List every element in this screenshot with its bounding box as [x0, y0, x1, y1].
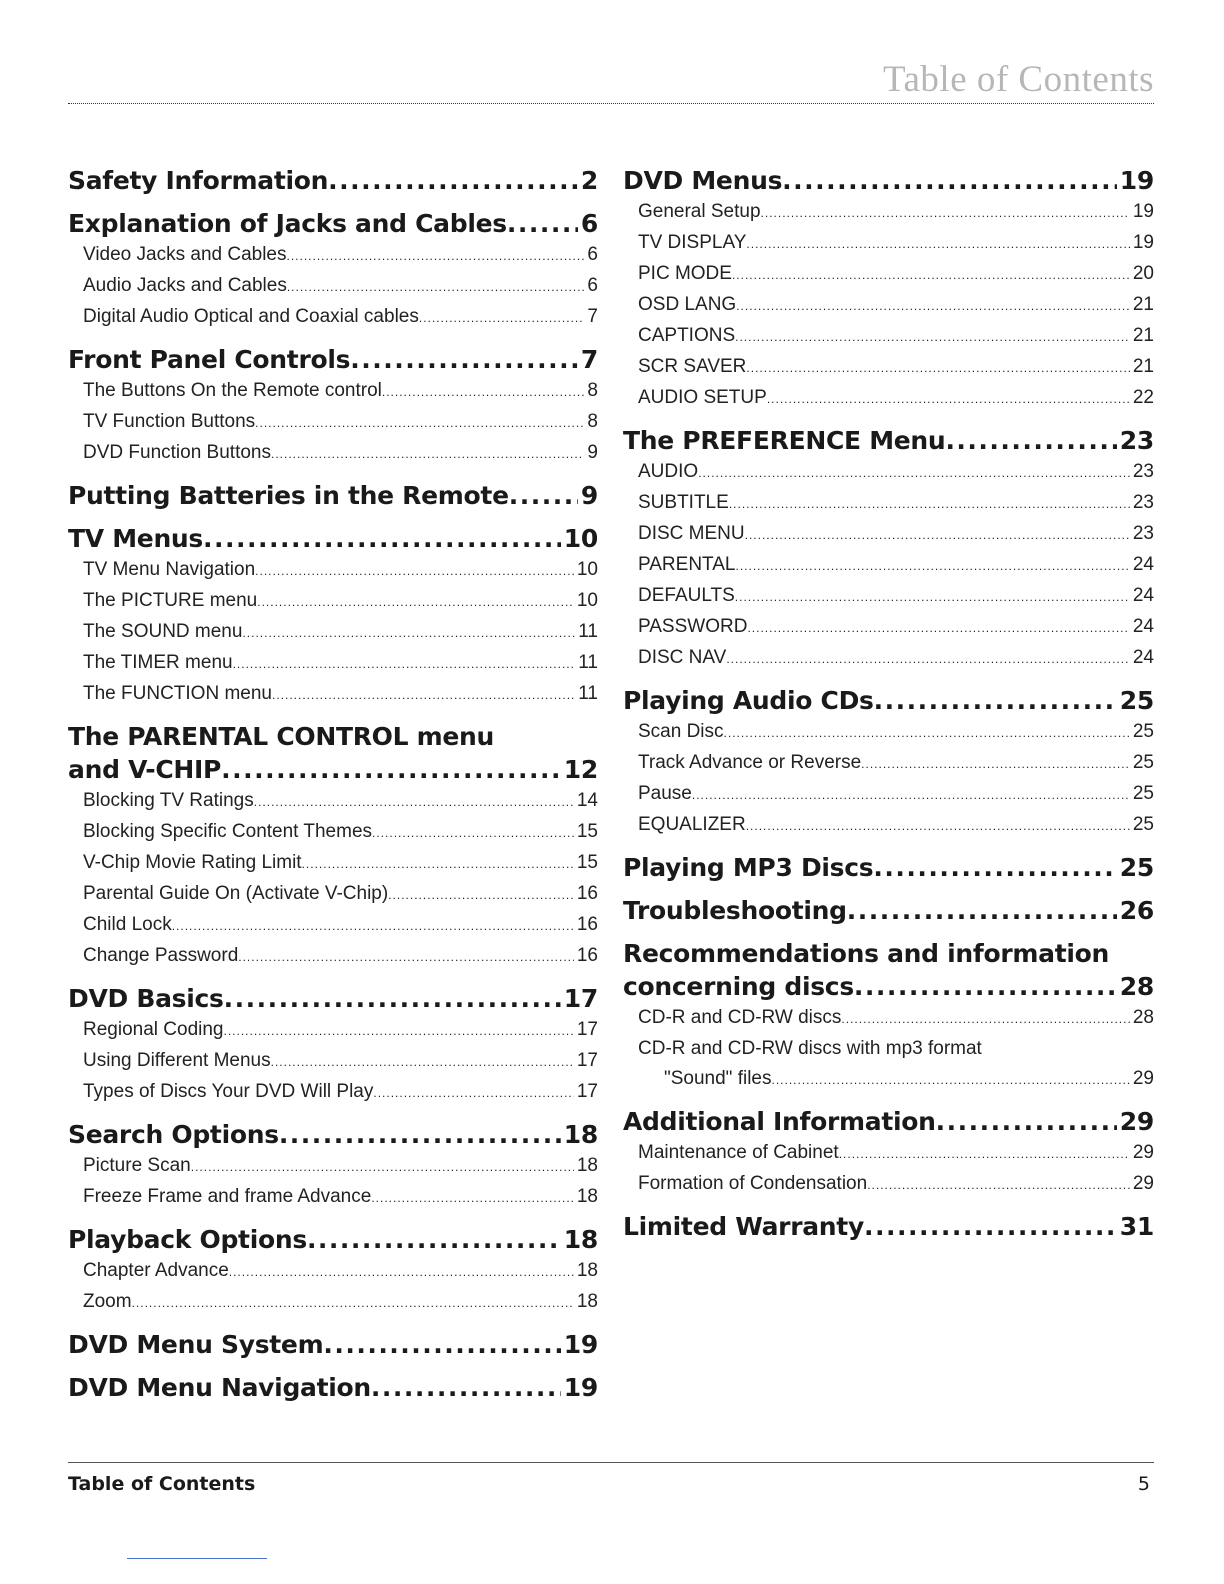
- toc-subentry-page: 17: [576, 1019, 598, 1040]
- toc-section: [623, 851, 1154, 884]
- toc-subentry[interactable]: [623, 810, 1154, 841]
- toc-subentry-title: PASSWORD: [638, 616, 748, 637]
- toc-heading-page: 31: [1119, 1212, 1154, 1241]
- toc-subentry[interactable]: [623, 1064, 1154, 1095]
- toc-heading-page: 29: [1119, 1107, 1154, 1136]
- dot-leader: [729, 488, 1130, 519]
- toc-subentry-page: 25: [1132, 783, 1154, 804]
- dot-leader: [782, 164, 1117, 197]
- toc-subentry[interactable]: [623, 550, 1154, 581]
- toc-subentry-page: 17: [576, 1081, 598, 1102]
- toc-section: [623, 1105, 1154, 1200]
- dot-leader: [698, 457, 1130, 488]
- toc-subentry-page: 29: [1132, 1068, 1154, 1089]
- dot-leader: [279, 1118, 561, 1151]
- toc-section: [68, 164, 598, 197]
- toc-heading-page: 2: [580, 166, 598, 195]
- toc-subentry-page: 23: [1132, 461, 1154, 482]
- toc-heading[interactable]: [623, 684, 1154, 717]
- toc-subentry-page: 19: [1132, 232, 1154, 253]
- dot-leader: [419, 302, 585, 333]
- toc-heading-page: 17: [563, 984, 598, 1013]
- toc-heading-title: Front Panel Controls: [68, 345, 351, 374]
- dot-leader: [736, 290, 1130, 321]
- dot-leader: [132, 1287, 574, 1318]
- toc-subentry[interactable]: [68, 376, 598, 407]
- toc-heading-page: 19: [563, 1373, 598, 1402]
- toc-subentry[interactable]: [68, 1287, 598, 1318]
- toc-subentry-title: PIC MODE: [638, 263, 732, 284]
- toc-left-column: [68, 164, 598, 1414]
- toc-subentry[interactable]: [68, 271, 598, 302]
- toc-subentry[interactable]: [623, 1138, 1154, 1169]
- dot-leader: [221, 753, 561, 786]
- toc-subentry-page: 29: [1132, 1142, 1154, 1163]
- toc-subentry-title: General Setup: [638, 201, 761, 222]
- dot-leader: [371, 1182, 574, 1213]
- toc-heading-title: Safety Information: [68, 166, 329, 195]
- toc-subentry[interactable]: [623, 352, 1154, 383]
- toc-subentry-page: 17: [576, 1050, 598, 1071]
- toc-subentry-page: 9: [587, 442, 598, 463]
- dot-leader: [735, 321, 1130, 352]
- toc-heading-title: Troubleshooting: [623, 896, 847, 925]
- toc-subentry-page: 18: [576, 1186, 598, 1207]
- toc-subentry[interactable]: [68, 302, 598, 333]
- toc-subentry-title: Using Different Menus: [83, 1050, 271, 1071]
- toc-heading-page: 25: [1119, 686, 1154, 715]
- toc-subentry[interactable]: [68, 1015, 598, 1046]
- toc-heading-page: 25: [1119, 853, 1154, 882]
- toc-subentry-page: 16: [576, 914, 598, 935]
- toc-subentry[interactable]: [68, 1151, 598, 1182]
- toc-subentry-page: 25: [1132, 814, 1154, 835]
- dot-leader: [726, 643, 1130, 674]
- toc-section: [68, 1223, 598, 1318]
- toc-heading[interactable]: [623, 851, 1154, 884]
- link-underline: [127, 1558, 267, 1559]
- toc-heading-title: DVD Menu System: [68, 1330, 324, 1359]
- dot-leader: [767, 383, 1130, 414]
- toc-subentry-title: Digital Audio Optical and Coaxial cables: [83, 306, 419, 327]
- toc-heading-title: Playing MP3 Discs: [623, 853, 874, 882]
- dot-leader: [287, 271, 585, 302]
- toc-heading-line1: The PARENTAL CONTROL menu: [68, 722, 495, 751]
- toc-heading-page: 28: [1119, 972, 1154, 1001]
- toc-subentry[interactable]: [623, 383, 1154, 414]
- toc-subentry[interactable]: [68, 438, 598, 469]
- page-title: Table of Contents: [882, 59, 1154, 100]
- toc-subentry-page: 23: [1132, 492, 1154, 513]
- dot-leader: [350, 343, 578, 376]
- toc-right-column: [623, 164, 1154, 1253]
- dot-leader: [936, 1105, 1117, 1138]
- toc-subentry-title: CD-R and CD-RW discs: [638, 1007, 842, 1028]
- toc-subentry[interactable]: [623, 259, 1154, 290]
- toc-subentry-page: 8: [587, 380, 598, 401]
- toc-subentry-page: 24: [1132, 616, 1154, 637]
- toc-subentry-title: SUBTITLE: [638, 492, 729, 513]
- toc-subentry-title: DISC MENU: [638, 523, 745, 544]
- toc-subentry-page: 21: [1132, 325, 1154, 346]
- toc-subentry-page: 7: [587, 306, 598, 327]
- toc-subentry-page: 25: [1132, 752, 1154, 773]
- toc-subentry[interactable]: [68, 941, 598, 972]
- toc-heading-page: 26: [1119, 896, 1154, 925]
- toc-subentry-title: The TIMER menu: [83, 652, 233, 673]
- toc-heading[interactable]: [68, 479, 598, 512]
- toc-heading[interactable]: [623, 164, 1154, 197]
- dot-leader: [229, 1256, 574, 1287]
- toc-heading-title: and V-CHIP: [68, 755, 222, 784]
- dot-leader: [746, 352, 1129, 383]
- toc-section: [68, 1371, 598, 1404]
- toc-heading-page: 10: [563, 524, 598, 553]
- dot-leader: [224, 1015, 574, 1046]
- toc-subentry-title: DEFAULTS: [638, 585, 735, 606]
- toc-subentry-page: 8: [587, 411, 598, 432]
- toc-heading-title: Putting Batteries in the Remote: [68, 481, 509, 510]
- toc-subentry[interactable]: [68, 879, 598, 910]
- toc-subentry-page: 11: [578, 621, 598, 642]
- dot-leader: [255, 555, 574, 586]
- toc-heading-title: Playback Options: [68, 1225, 307, 1254]
- toc-section: [68, 479, 598, 512]
- toc-heading-title: Search Options: [68, 1120, 279, 1149]
- toc-subentry-title: Video Jacks and Cables: [83, 244, 287, 265]
- toc-subentry[interactable]: [68, 817, 598, 848]
- dot-leader: [302, 848, 574, 879]
- toc-subentry-title: Track Advance or Reverse: [638, 752, 862, 773]
- toc-subentry-title: EQUALIZER: [638, 814, 746, 835]
- toc-heading[interactable]: [68, 753, 598, 786]
- toc-subentry-page: 14: [576, 790, 598, 811]
- toc-subentry-title: Regional Coding: [83, 1019, 224, 1040]
- toc-subentry-title: "Sound" files: [664, 1068, 772, 1089]
- toc-section: [68, 982, 598, 1108]
- toc-subentry-title: Audio Jacks and Cables: [83, 275, 287, 296]
- dot-leader: [372, 817, 574, 848]
- toc-heading-title: Limited Warranty: [623, 1212, 864, 1241]
- toc-subentry[interactable]: [623, 748, 1154, 779]
- toc-subentry-page: 23: [1132, 523, 1154, 544]
- toc-subentry[interactable]: [68, 786, 598, 817]
- dot-leader: [509, 479, 578, 512]
- toc-subentry-page: 10: [576, 559, 598, 580]
- toc-heading[interactable]: [623, 894, 1154, 927]
- toc-subentry[interactable]: [623, 612, 1154, 643]
- toc-subentry-title: AUDIO SETUP: [638, 387, 767, 408]
- toc-heading[interactable]: [68, 982, 598, 1015]
- dot-leader: [736, 550, 1130, 581]
- toc-heading-page: 18: [563, 1120, 598, 1149]
- toc-heading-title: Playing Audio CDs: [623, 686, 874, 715]
- toc-subentry[interactable]: [68, 848, 598, 879]
- toc-section: [623, 894, 1154, 927]
- dot-leader: [747, 612, 1129, 643]
- dot-leader: [242, 617, 575, 648]
- toc-subentry-page: 11: [578, 652, 598, 673]
- toc-subentry[interactable]: [623, 321, 1154, 352]
- dot-leader: [172, 910, 574, 941]
- toc-heading-page: 6: [580, 209, 598, 238]
- toc-heading-title: TV Menus: [68, 524, 204, 553]
- toc-subentry-title: Scan Disc: [638, 721, 724, 742]
- dot-leader: [271, 1046, 574, 1077]
- toc-heading[interactable]: [68, 343, 598, 376]
- toc-subentry[interactable]: [623, 779, 1154, 810]
- dot-leader: [254, 786, 574, 817]
- toc-subentry-title: The FUNCTION menu: [83, 683, 272, 704]
- toc-heading-title: Additional Information: [623, 1107, 936, 1136]
- toc-subentry-title: Types of Discs Your DVD Will Play: [83, 1081, 374, 1102]
- toc-subentry[interactable]: [623, 488, 1154, 519]
- toc-subentry[interactable]: [623, 717, 1154, 748]
- toc-subentry[interactable]: [68, 240, 598, 271]
- dot-leader: [841, 1003, 1129, 1034]
- toc-heading-page: 19: [563, 1330, 598, 1359]
- toc-heading[interactable]: [623, 424, 1154, 457]
- toc-section: [68, 343, 598, 469]
- dot-leader: [864, 1210, 1117, 1243]
- dot-leader: [255, 407, 584, 438]
- toc-heading-page: 18: [563, 1225, 598, 1254]
- toc-heading[interactable]: [68, 1118, 598, 1151]
- dot-leader: [507, 207, 578, 240]
- top-divider: [68, 103, 1154, 104]
- footer-page-number: 5: [1137, 1473, 1150, 1495]
- dot-leader: [746, 810, 1130, 841]
- toc-heading-title: DVD Menus: [623, 166, 783, 195]
- toc-section: [68, 1118, 598, 1213]
- toc-heading-page: 12: [563, 755, 598, 784]
- dot-leader: [191, 1151, 574, 1182]
- toc-subentry[interactable]: [68, 679, 598, 710]
- toc-subentry-page: 22: [1132, 387, 1154, 408]
- toc-subentry-page: 25: [1132, 721, 1154, 742]
- dot-leader: [854, 970, 1117, 1003]
- toc-subentry-title: Change Password: [83, 945, 239, 966]
- toc-section: [623, 937, 1154, 1095]
- dot-leader: [328, 164, 578, 197]
- dot-leader: [307, 1223, 561, 1256]
- toc-section: [623, 164, 1154, 414]
- toc-subentry[interactable]: [68, 407, 598, 438]
- toc-subentry-title: The PICTURE menu: [83, 590, 258, 611]
- toc-subentry-page: 21: [1132, 356, 1154, 377]
- footer-label: Table of Contents: [68, 1473, 256, 1495]
- toc-subentry[interactable]: [623, 1169, 1154, 1200]
- toc-subentry[interactable]: [68, 1046, 598, 1077]
- dot-leader: [847, 894, 1117, 927]
- dot-leader: [272, 679, 575, 710]
- toc-subentry[interactable]: [68, 1256, 598, 1287]
- dot-leader: [233, 648, 576, 679]
- toc-subentry[interactable]: [68, 555, 598, 586]
- toc-heading-title: The PREFERENCE Menu: [623, 426, 946, 455]
- toc-heading[interactable]: [68, 522, 598, 555]
- toc-subentry-title: Freeze Frame and frame Advance: [83, 1186, 372, 1207]
- toc-subentry-title: V-Chip Movie Rating Limit: [83, 852, 302, 873]
- dot-leader: [746, 228, 1129, 259]
- toc-subentry[interactable]: [623, 581, 1154, 612]
- toc-subentry-page: 29: [1132, 1173, 1154, 1194]
- toc-subentry[interactable]: [623, 197, 1154, 228]
- toc-subentry-page: 19: [1132, 201, 1154, 222]
- toc-subentry-page: 6: [587, 244, 598, 265]
- toc-heading[interactable]: [623, 970, 1154, 1003]
- toc-heading[interactable]: [68, 1371, 598, 1404]
- toc-subentry-title: Chapter Advance: [83, 1260, 229, 1281]
- toc-subentry[interactable]: [68, 617, 598, 648]
- dot-leader: [287, 240, 585, 271]
- toc-subentry[interactable]: [623, 228, 1154, 259]
- toc-subentry-page: 18: [576, 1155, 598, 1176]
- toc-heading-page: 23: [1119, 426, 1154, 455]
- dot-leader: [874, 684, 1117, 717]
- dot-leader: [724, 717, 1130, 748]
- dot-leader: [388, 879, 574, 910]
- dot-leader: [224, 982, 561, 1015]
- toc-subentry-title: Blocking TV Ratings: [83, 790, 254, 811]
- dot-leader: [745, 519, 1130, 550]
- dot-leader: [203, 522, 561, 555]
- toc-subentry-page: 24: [1132, 554, 1154, 575]
- toc-section: [623, 1210, 1154, 1243]
- toc-heading[interactable]: [68, 164, 598, 197]
- dot-leader: [839, 1138, 1130, 1169]
- dot-leader: [867, 1169, 1130, 1200]
- dot-leader: [238, 941, 574, 972]
- toc-subentry[interactable]: [68, 648, 598, 679]
- toc-heading[interactable]: [623, 1105, 1154, 1138]
- toc-subentry-title: Blocking Specific Content Themes: [83, 821, 373, 842]
- toc-subentry-page: 10: [576, 590, 598, 611]
- dot-leader: [873, 851, 1116, 884]
- toc-subentry-title: The Buttons On the Remote control: [83, 380, 382, 401]
- toc-subentry-title: DISC NAV: [638, 647, 727, 668]
- toc-section: [68, 522, 598, 710]
- toc-section: [623, 424, 1154, 674]
- toc-subentry[interactable]: [623, 1003, 1154, 1034]
- toc-heading[interactable]: [68, 207, 598, 240]
- toc-subentry-title: Child Lock: [83, 914, 172, 935]
- toc-subentry-title: TV Function Buttons: [83, 411, 256, 432]
- bottom-divider: [68, 1462, 1154, 1463]
- toc-subentry-page: 6: [587, 275, 598, 296]
- toc-subentry[interactable]: [623, 290, 1154, 321]
- toc-subentry-page: 16: [576, 883, 598, 904]
- dot-leader: [692, 779, 1130, 810]
- toc-subentry-title: Zoom: [83, 1291, 132, 1312]
- toc-subentry-title: PARENTAL: [638, 554, 736, 575]
- toc-subentry-title: TV Menu Navigation: [83, 559, 256, 580]
- dot-leader: [732, 259, 1130, 290]
- toc-subentry[interactable]: [68, 1077, 598, 1108]
- toc-subentry-title: AUDIO: [638, 461, 699, 482]
- toc-subentry[interactable]: [68, 586, 598, 617]
- toc-subentry-page: 21: [1132, 294, 1154, 315]
- toc-subentry-page: 11: [578, 683, 598, 704]
- toc-subentry-title: Parental Guide On (Activate V-Chip): [83, 883, 389, 904]
- dot-leader: [861, 748, 1130, 779]
- dot-leader: [772, 1064, 1130, 1095]
- toc-heading[interactable]: [68, 1223, 598, 1256]
- toc-subentry[interactable]: [68, 910, 598, 941]
- dot-leader: [735, 581, 1130, 612]
- dot-leader: [323, 1328, 560, 1361]
- toc-subentry-page: 18: [576, 1260, 598, 1281]
- toc-section: [623, 684, 1154, 841]
- dot-leader: [257, 586, 574, 617]
- toc-subentry-title: OSD LANG: [638, 294, 737, 315]
- toc-subentry-page: 16: [576, 945, 598, 966]
- dot-leader: [271, 438, 584, 469]
- toc-subentry-page: 15: [576, 821, 598, 842]
- toc-section: [68, 1328, 598, 1361]
- toc-heading-title: DVD Basics: [68, 984, 224, 1013]
- toc-heading-title: DVD Menu Navigation: [68, 1373, 371, 1402]
- dot-leader: [761, 197, 1130, 228]
- toc-heading[interactable]: [623, 1210, 1154, 1243]
- dot-leader: [371, 1371, 561, 1404]
- toc-subentry-title: Formation of Condensation: [638, 1173, 868, 1194]
- toc-subentry-title: Pause: [638, 783, 692, 804]
- toc-heading-page: 19: [1119, 166, 1154, 195]
- toc-subentry[interactable]: [623, 519, 1154, 550]
- toc-subentry[interactable]: [68, 1182, 598, 1213]
- toc-subentry[interactable]: [623, 643, 1154, 674]
- toc-subentry-title: DVD Function Buttons: [83, 442, 271, 463]
- toc-subentry-page: 24: [1132, 647, 1154, 668]
- toc-subentry-title: SCR SAVER: [638, 356, 747, 377]
- dot-leader: [382, 376, 585, 407]
- toc-subentry-title: CAPTIONS: [638, 325, 736, 346]
- toc-subentry-page: 15: [576, 852, 598, 873]
- toc-subentry-title: TV DISPLAY: [638, 232, 747, 253]
- toc-subentry-page: 28: [1132, 1007, 1154, 1028]
- toc-subentry-page: 24: [1132, 585, 1154, 606]
- toc-subentry-page: 20: [1132, 263, 1154, 284]
- toc-heading-page: 7: [580, 345, 598, 374]
- toc-section: [68, 720, 598, 972]
- toc-subentry-title: Maintenance of Cabinet: [638, 1142, 839, 1163]
- toc-heading-line1: Recommendations and information: [623, 939, 1110, 968]
- toc-subentry-page: 18: [576, 1291, 598, 1312]
- toc-heading[interactable]: [68, 1328, 598, 1361]
- toc-subentry-line1: CD-R and CD-RW discs with mp3 format: [638, 1038, 982, 1059]
- toc-heading-page: 9: [580, 481, 598, 510]
- toc-section: [68, 207, 598, 333]
- toc-subentry-title: The SOUND menu: [83, 621, 243, 642]
- toc-subentry[interactable]: [623, 457, 1154, 488]
- dot-leader: [373, 1077, 573, 1108]
- toc-subentry-title: Picture Scan: [83, 1155, 191, 1176]
- toc-heading-title: concerning discs: [623, 972, 854, 1001]
- toc-heading-title: Explanation of Jacks and Cables: [68, 209, 507, 238]
- dot-leader: [945, 424, 1116, 457]
